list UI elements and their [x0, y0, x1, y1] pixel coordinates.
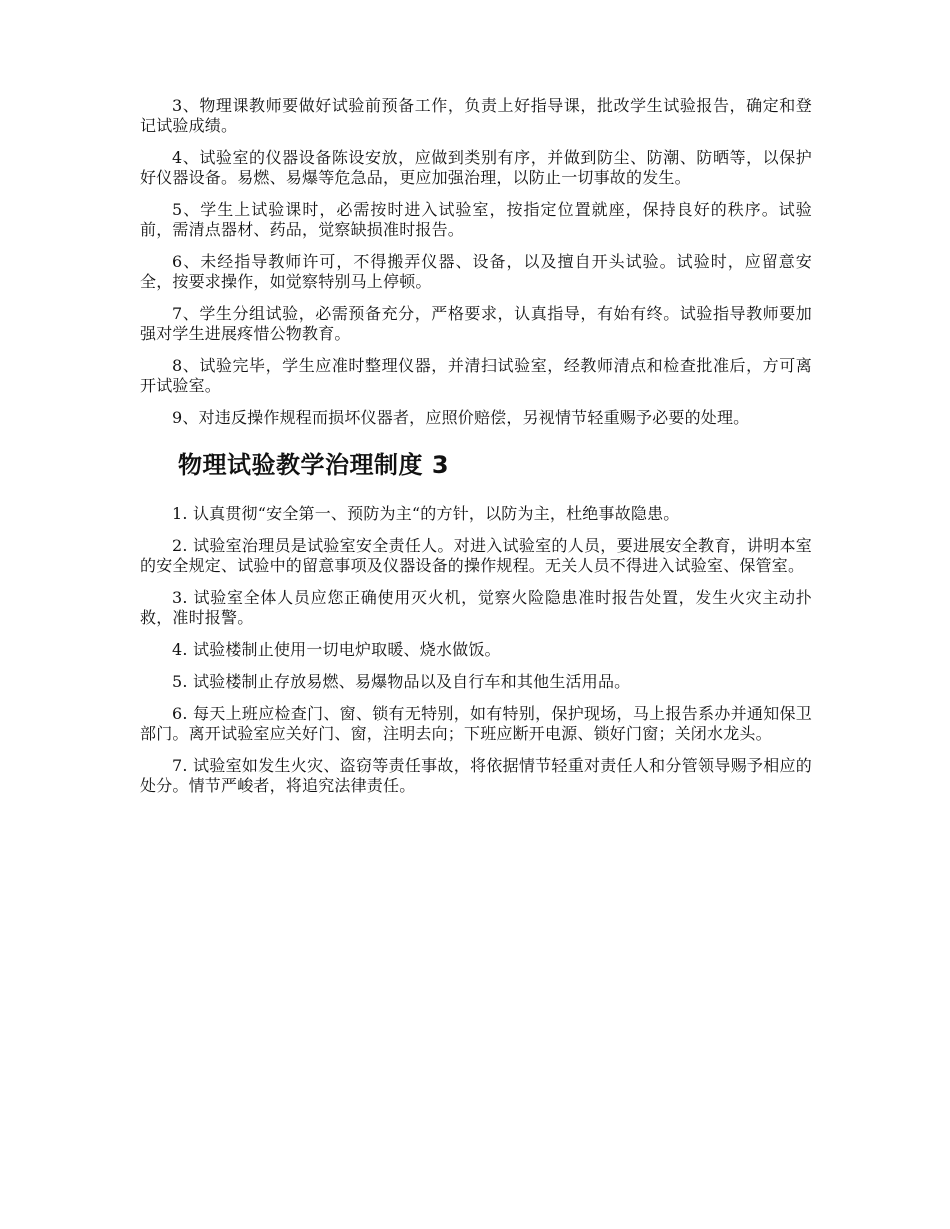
paragraph-safety-4: 4. 试验楼制止使用一切电炉取暖、烧水做饭。: [172, 640, 501, 659]
safety-rules-section: [140, 504, 812, 796]
paragraph-rule-4: 4、试验室的仪器设备陈设安放，应做到类别有序，并做到防尘、防潮、防晒等，以保护好仪器设备。易燃、易爆等危急品，更应加强治理，以防止一切事故的发生。: [140, 148, 812, 187]
paragraph-rule-5: 5、学生上试验课时，必需按时进入试验室，按指定位置就座，保持良好的秩序。试验前，需清点器材、药品，觉察缺损准时报告。: [140, 200, 812, 239]
paragraph-rule-6: 6、未经指导教师许可，不得搬弄仪器、设备，以及擅自开头试验。试验时，应留意安全，按要求操作，如觉察特别马上停顿。: [140, 252, 812, 291]
paragraph-safety-5: 5. 试验楼制止存放易燃、易爆物品以及自行车和其他生活用品。: [172, 672, 631, 691]
paragraph-rule-7: 7、学生分组试验，必需预备充分，严格要求，认真指导，有始有终。试验指导教师要加强对学生进展疼惜公物教育。: [140, 304, 812, 343]
paragraph-safety-2: 2. 试验室治理员是试验室安全责任人。对进入试验室的人员，要进展安全教育，讲明本室的安全规定、试验中的留意事项及仪器设备的操作规程。无关人员不得进入试验室、保管室。: [140, 536, 812, 575]
paragraph-safety-1: 1. 认真贯彻“安全第一、预防为主“的方针，以防为主，杜绝事故隐患。: [172, 504, 680, 523]
paragraph-safety-3: 3. 试验室全体人员应您正确使用灭火机，觉察火险隐患准时报告处置，发生火灾主动扑救，准时报警。: [140, 588, 812, 627]
paragraph-safety-7: 7. 试验室如发生火灾、盗窃等责任事故，将依据情节轻重对责任人和分管领导赐予相应的处分。情节严峻者，将追究法律责任。: [140, 756, 812, 795]
paragraph-rule-8: 8、试验完毕，学生应准时整理仪器，并清扫试验室，经教师清点和检查批准后，方可离开试验室。: [140, 356, 812, 395]
paragraph-rule-9: 9、对违反操作规程而损坏仪器者，应照价赔偿，另视情节轻重赐予必要的处理。: [172, 408, 750, 427]
section-heading: 物理试验教学治理制度 3: [178, 451, 450, 479]
paragraph-safety-6: 6. 每天上班应检查门、窗、锁有无特别，如有特别，保护现场，马上报告系办并通知保卫部门。离开试验室应关好门、窗，注明去向；下班应断开电源、锁好门窗；关闭水龙头。: [140, 704, 812, 743]
rules-section-continued: [140, 96, 812, 428]
paragraph-rule-3: 3、物理课教师要做好试验前预备工作，负责上好指导课，批改学生试验报告，确定和登记试验成绩。: [140, 96, 812, 135]
document-page: [140, 96, 812, 808]
